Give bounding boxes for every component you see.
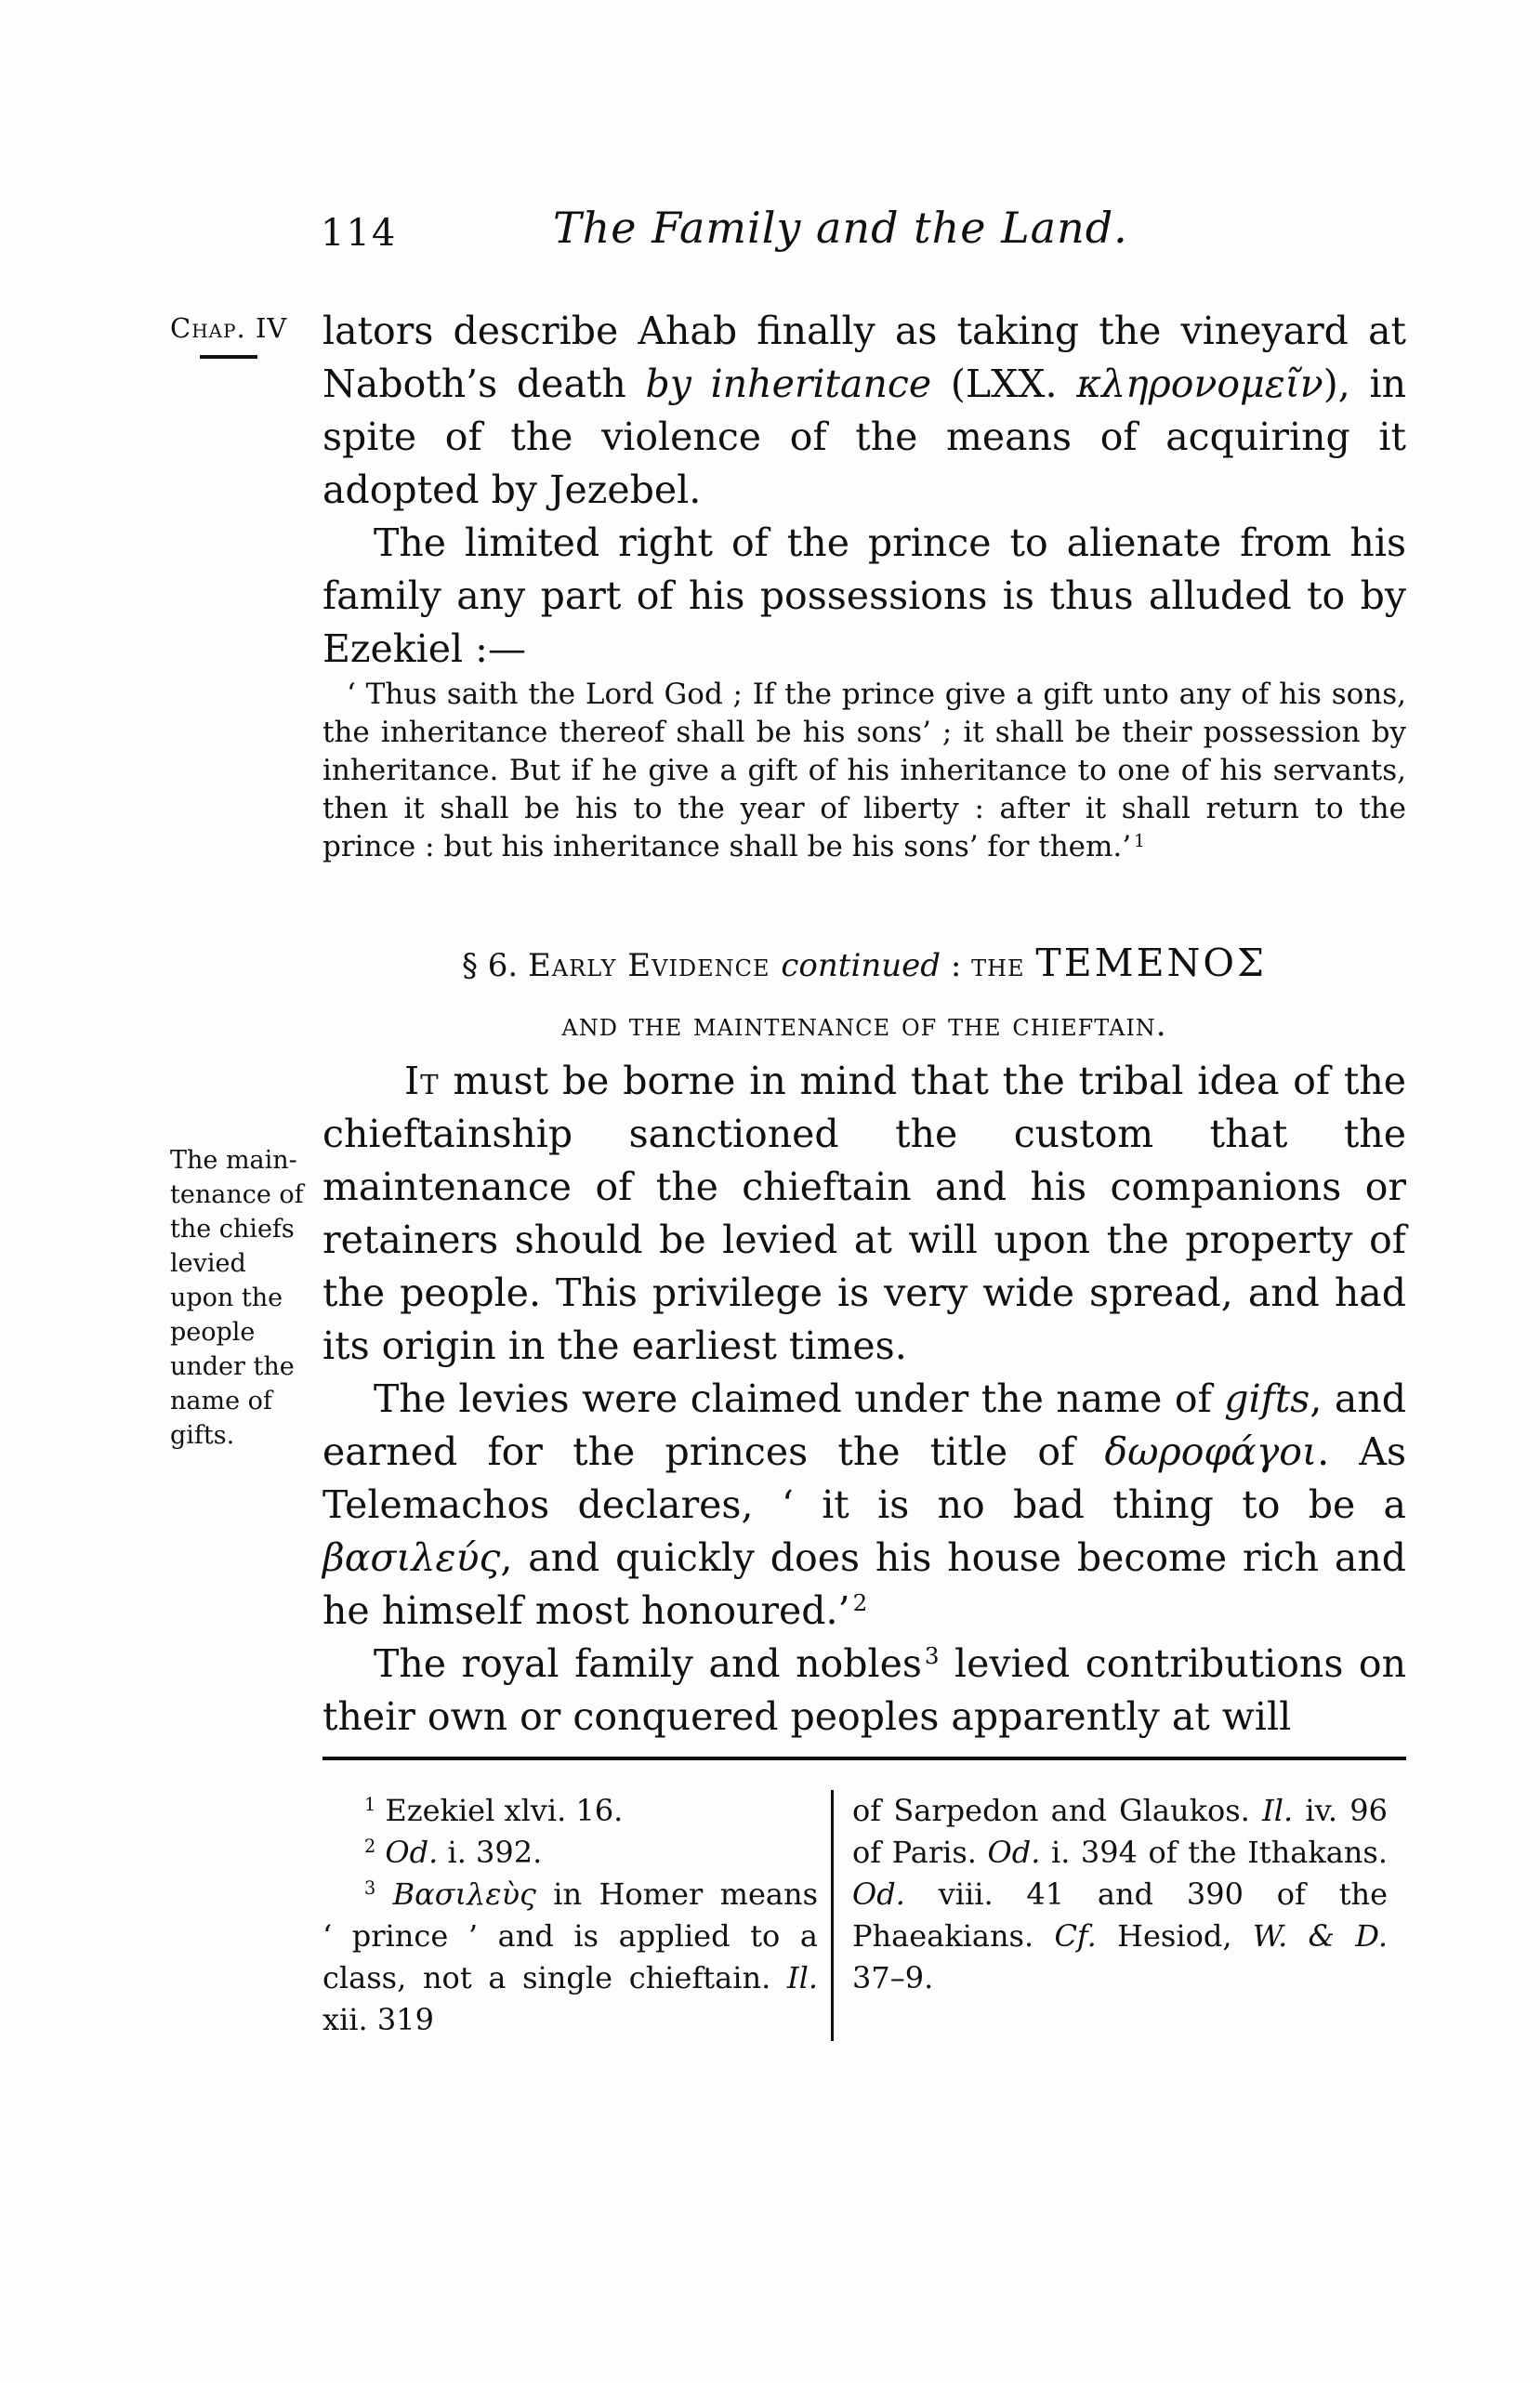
paragraph-continuation: [322, 305, 1406, 517]
text-run: continued: [781, 947, 941, 984]
text-run: gifts: [1224, 1376, 1310, 1421]
footnote-reference: 1: [1134, 831, 1145, 851]
side-note-line: name of: [170, 1387, 272, 1415]
text-run: Od.: [987, 1835, 1041, 1870]
text-run: Hesiod,: [1096, 1918, 1253, 1954]
side-note-line: people: [170, 1318, 256, 1347]
side-note-line: tenance of: [170, 1180, 304, 1209]
text-run: Il.: [1262, 1793, 1294, 1828]
footnote-rule: [322, 1757, 1406, 1760]
text-run: Od.: [852, 1876, 905, 1912]
text-run: in Homer means ‘ prince ’ and is applied to a class, not a single chieftain.: [322, 1876, 819, 1995]
text-run: of Sarpedon and Glaukos.: [852, 1793, 1263, 1828]
footnote-column-left: [322, 1790, 834, 2041]
paragraph-royal-family: [322, 1638, 1406, 1744]
text-run: The royal family and nobles: [374, 1641, 922, 1686]
section-heading-line2: [322, 995, 1406, 1055]
text-run: § 6.: [461, 947, 529, 984]
margin-chapter-label: [170, 312, 287, 359]
footnote-item-3: [322, 1874, 818, 2041]
footnote-item-3-continued: [852, 1790, 1388, 1999]
paragraph-it-must: [322, 1055, 1406, 1373]
text-run: the: [971, 947, 1036, 984]
side-note-line: levied: [170, 1249, 246, 1278]
text-run: Cf.: [1054, 1918, 1097, 1954]
text-run: xii. 319: [322, 2002, 434, 2037]
text-run: iv. 96 of Paris.: [852, 1793, 1388, 1870]
section-heading: [322, 933, 1406, 1055]
footnotes: [322, 1790, 1406, 2041]
footnote-reference: 2: [364, 1836, 376, 1858]
side-note-line: upon the: [170, 1284, 283, 1312]
chapter-label-text: Chap. IV: [170, 312, 288, 344]
text-run: . As Telemachos declares, ‘ it is no bad thing to be a: [322, 1429, 1406, 1527]
text-run: The limited right of the prince to alienate from his family any part of his possessions is thus alluded to by Ezekiel :—: [322, 520, 1406, 671]
chapter-underline: [200, 355, 257, 359]
text-run: levied contributions on their own or conquered peoples apparently at will: [322, 1641, 1406, 1739]
ezekiel-quote: [322, 676, 1406, 866]
text-run: κληρονομεῖν: [1076, 362, 1323, 406]
margin-side-note: [170, 1143, 321, 1453]
main-text-column: [322, 305, 1406, 2041]
text-run: ‘ Thus saith the Lord God ; If the prince give a gift unto any of his sons, the inheritance thereof shall be his sons’ ; it shall be their possession by inheritance. But if he give a gift of his inheritance to one of his servants, then it shall be his to the year of liberty : after it shall return to the prince : but his inheritance shall be his sons’ for them.’: [322, 678, 1406, 863]
text-run: lators describe Ahab finally as taking the vineyard at Naboth’s death: [322, 309, 1406, 406]
text-run: i. 392.: [438, 1835, 543, 1870]
text-run: Od.: [385, 1835, 439, 1870]
text-run: :: [941, 947, 972, 984]
page-number: 114: [321, 212, 398, 255]
footnote-item-1: [322, 1790, 818, 1832]
text-run: viii. 41 and 390 of the Phaeakians.: [852, 1876, 1388, 1954]
text-run: (LXX.: [931, 362, 1077, 406]
text-run: [375, 1835, 385, 1870]
text-run: i. 394 of the Ithakans.: [1040, 1835, 1389, 1870]
text-run: Il.: [786, 1960, 818, 1995]
text-run: , and quickly does his house become rich and he himself most honoured.’: [322, 1535, 1406, 1633]
text-run: The levies were claimed under the name of: [374, 1376, 1225, 1421]
side-note-line: The main-: [170, 1146, 297, 1175]
side-note-line: under the: [170, 1352, 295, 1381]
text-run: 37–9.: [852, 1960, 934, 1995]
footnote-column-right: [834, 1790, 1388, 2041]
side-note-line: gifts.: [170, 1421, 235, 1450]
paragraph-levies: [322, 1373, 1406, 1638]
text-run: It: [404, 1059, 440, 1103]
footnote-reference: 2: [852, 1589, 868, 1617]
text-run: W. & D.: [1252, 1918, 1389, 1954]
footnote-reference: 3: [364, 1877, 376, 1900]
section-heading-line1: [322, 933, 1406, 995]
text-run: βασιλεύς: [322, 1535, 501, 1580]
text-run: must be borne in mind that the tribal idea of the chieftainship sanctioned the custom that the maintenance of the chieftain and his companions or retainers should be levied at will upon the property of the people. This privilege is very wide spread, and had its origin in the earliest times.: [322, 1059, 1406, 1368]
footnote-reference: 1: [364, 1794, 376, 1816]
text-run: and the maintenance of the chieftain.: [561, 1007, 1167, 1044]
text-run: Early Evidence: [528, 947, 782, 984]
footnote-reference: 3: [924, 1642, 940, 1670]
text-run: by inheritance: [645, 362, 932, 406]
text-run: Ezekiel xlvi. 16.: [375, 1793, 624, 1828]
text-run: ), in spite of the violence of the means of acquiring it adopted by Jezebel.: [322, 362, 1406, 512]
side-note-line: the chiefs: [170, 1215, 295, 1244]
text-run: [375, 1876, 392, 1912]
paragraph-limited-right: [322, 517, 1406, 676]
running-title: The Family and the Land.: [553, 203, 1128, 253]
text-run: δωροφάγοι: [1104, 1429, 1318, 1474]
text-run: Βασιλεὺς: [392, 1876, 536, 1912]
footnote-item-2: [322, 1832, 818, 1874]
text-run: ΤΕΜΕΝΟΣ: [1035, 941, 1268, 985]
text-run: , and earned for the princes the title of: [322, 1376, 1406, 1474]
